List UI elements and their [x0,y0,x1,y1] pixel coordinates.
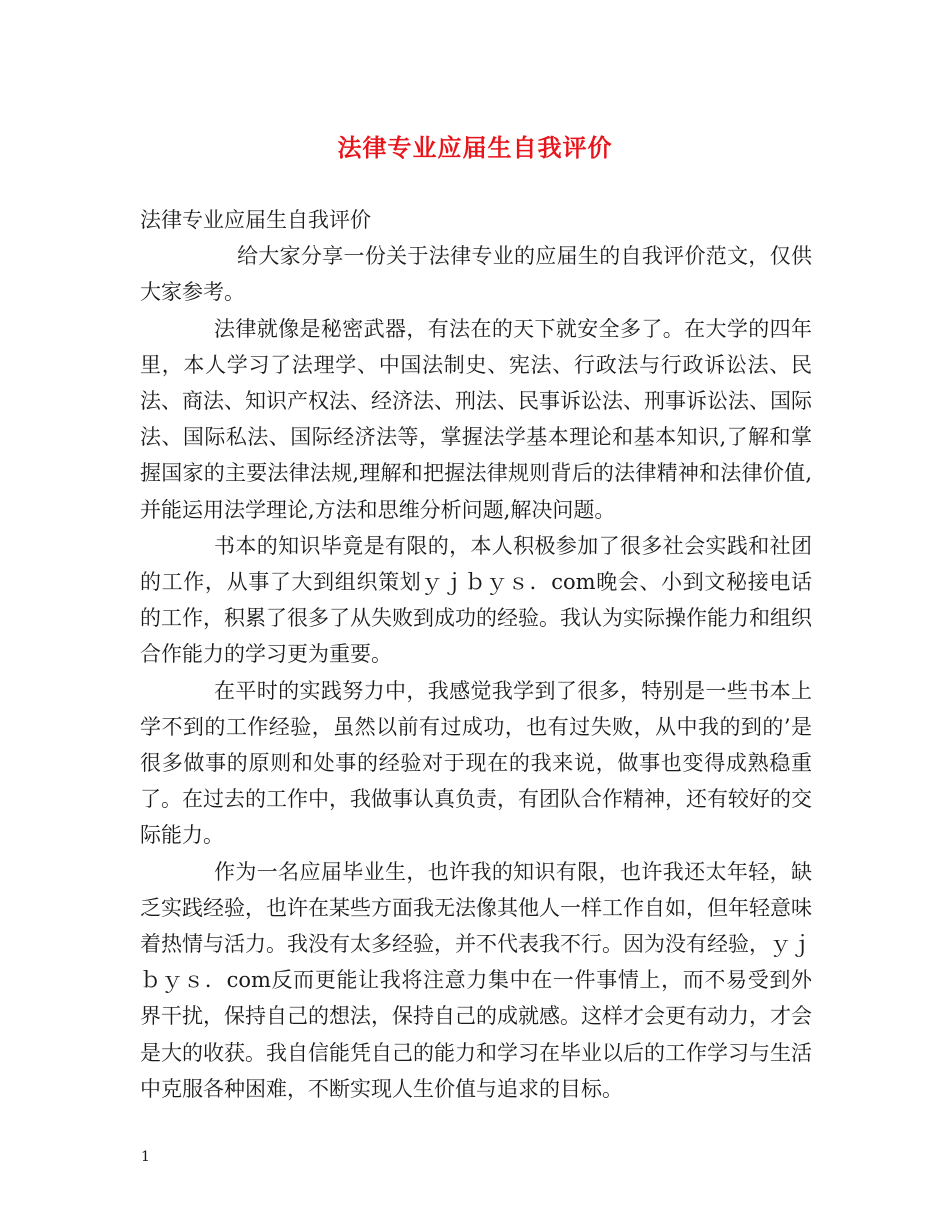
document-subtitle: 法律专业应届生自我评价 [140,208,371,232]
paragraph-social-practice: 书本的知识毕竟是有限的，本人积极参加了很多社会实践和社团的工作，从事了大到组织策划ｙｊｂｙｓ．com晚会、小到文秘接电话的工作，积累了很多了从失败到成功的经验。我认为实际操作能力和组织合作能力的学习更为重要。 [140,533,812,667]
paragraph-intro: 给大家分享一份关于法律专业的应届生的自我评价范文，仅供大家参考。 [140,244,812,305]
paragraph-work-experience: 在平时的实践努力中，我感觉我学到了很多，特别是一些书本上学不到的工作经验，虽然以前有过成功，也有过失败，从中我的到的’是很多做事的原则和处事的经验对于现在的我来说，做事也变得成熟稳重了。在过去的工作中，我做事认真负责，有团队合作精神，还有较好的交际能力。 [140,678,812,848]
paragraph-graduate-outlook: 作为一名应届毕业生，也许我的知识有限，也许我还太年轻，缺乏实践经验，也许在某些方面我无法像其他人一样工作自如，但年轻意味着热情与活力。我没有太多经验，并不代表我不行。因为没有经验，ｙｊｂｙｓ．com反而更能让我将注意力集中在一件事情上，而不易受到外界干扰，保持自己的想法，保持自己的成就感。这样才会更有动力，才会是大的收获。我自信能凭自己的能力和学习在毕业以后的工作学习与生活中克服各种困难，不断实现人生价值与追求的目标。 [140,859,812,1101]
paragraph-law-study: 法律就像是秘密武器，有法在的天下就安全多了。在大学的四年里，本人学习了法理学、中国法制史、宪法、行政法与行政诉讼法、民法、商法、知识产权法、经济法、刑法、民事诉讼法、刑事诉讼法、国际法、国际私法、国际经济法等，掌握法学基本理论和基本知识,了解和掌握国家的主要法律法规,理解和把握法律规则背后的法律精神和法律价值,并能运用法学理论,方法和思维分析问题,解决问题。 [140,316,812,522]
document-body [140,202,812,1107]
document-title: 法律专业应届生自我评价 [337,133,613,162]
page-number: 1 [141,1149,150,1165]
